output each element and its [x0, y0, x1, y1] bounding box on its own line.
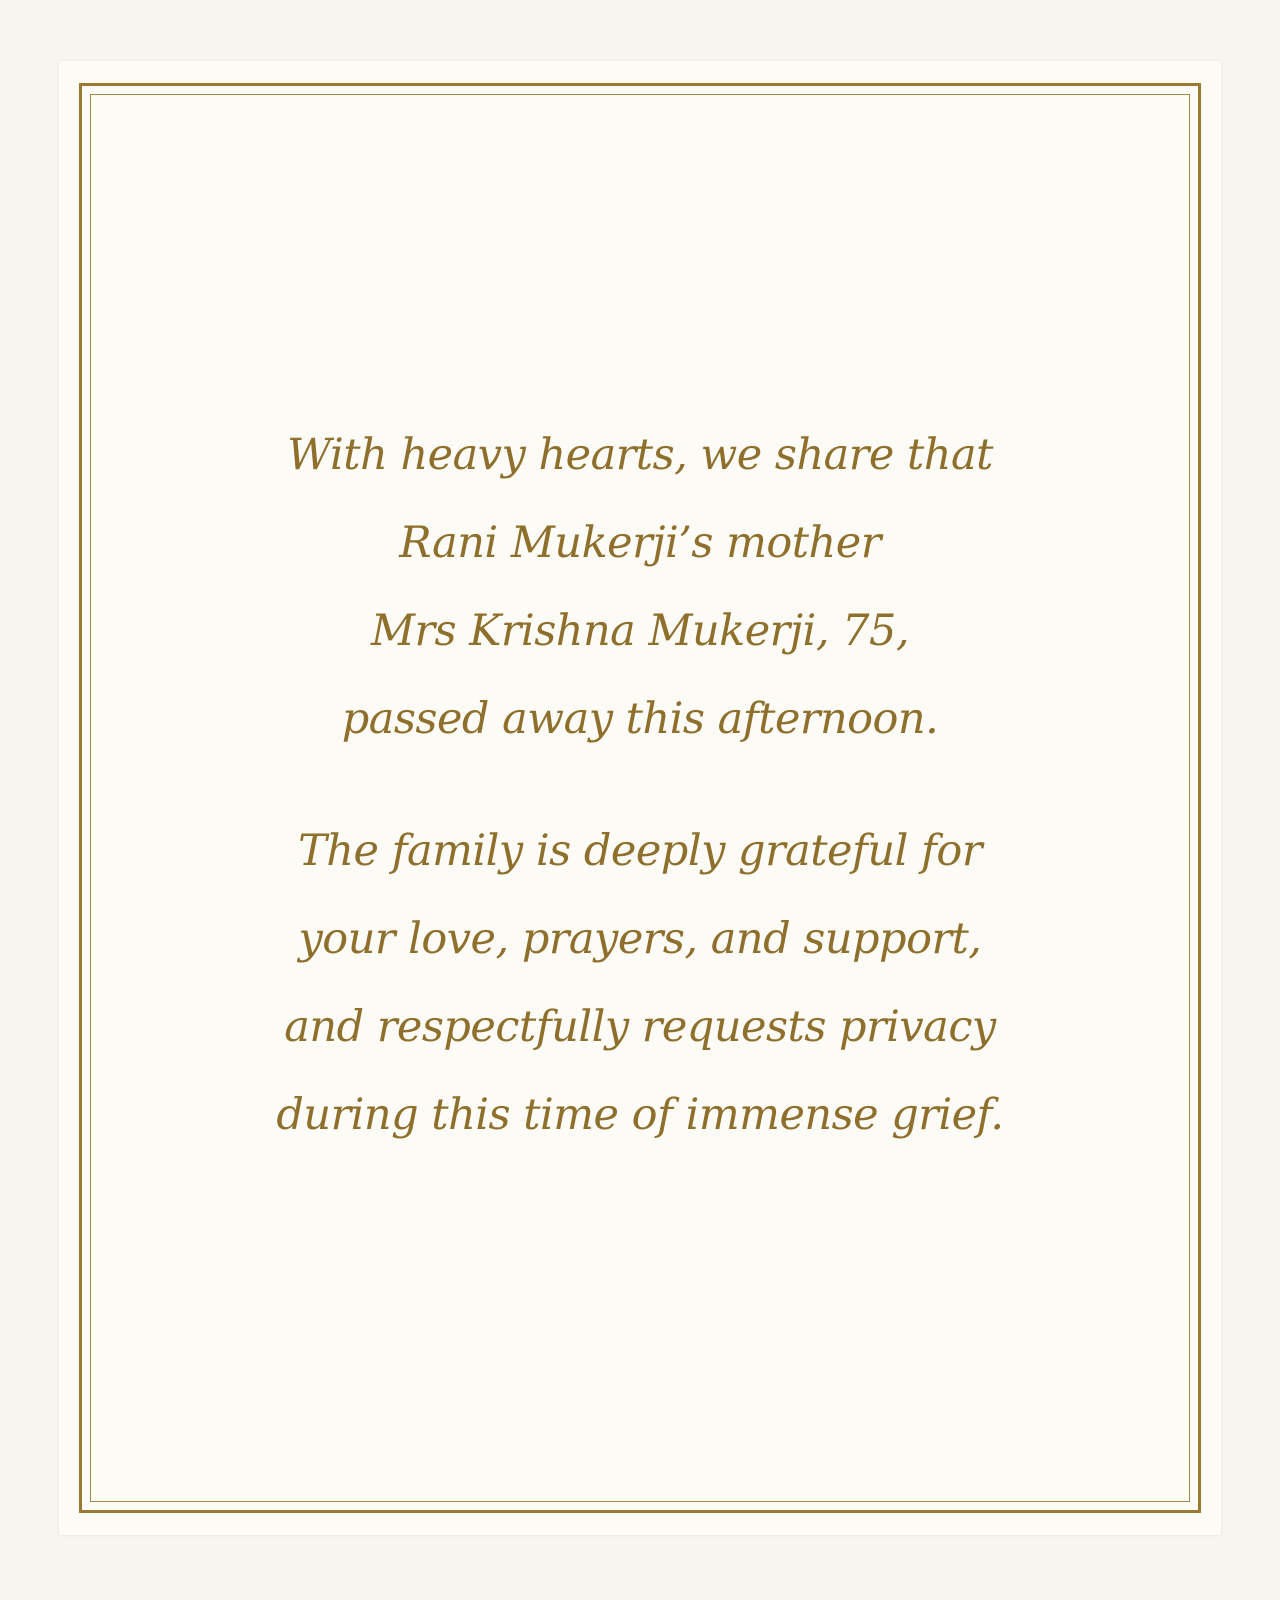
- condolence-message: [59, 411, 1221, 1159]
- message-line: Rani Mukerji’s mother: [399, 518, 881, 568]
- message-line: during this time of immense grief.: [276, 1090, 1004, 1140]
- message-line: and respectfully requests privacy: [284, 1002, 996, 1052]
- message-line: Mrs Krishna Mukerji, 75,: [370, 606, 910, 656]
- message-line: passed away this afternoon.: [341, 694, 939, 744]
- message-line: your love, prayers, and support,: [298, 914, 982, 964]
- message-line: With heavy hearts, we share that: [287, 430, 993, 480]
- notice-card: [59, 61, 1221, 1535]
- message-line: The family is deeply grateful for: [298, 826, 982, 876]
- gratitude-paragraph: [59, 807, 1221, 1159]
- announcement-paragraph: [59, 411, 1221, 763]
